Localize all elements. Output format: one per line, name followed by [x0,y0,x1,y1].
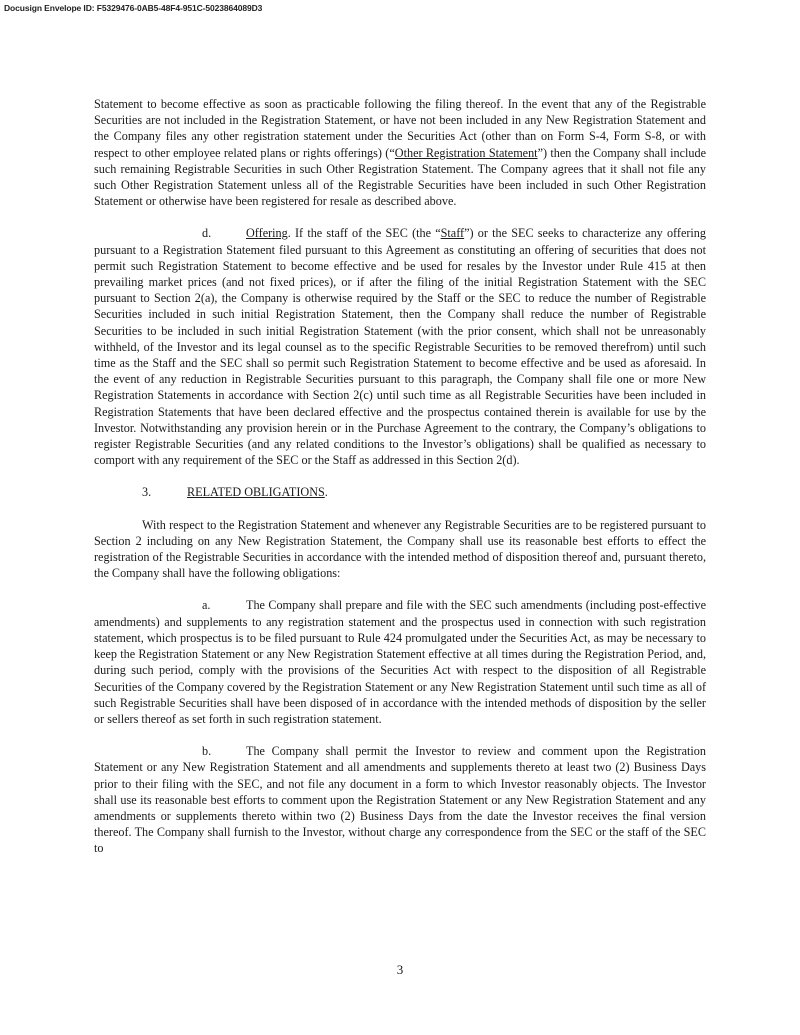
paragraph-continuation [94,96,706,209]
paragraph-letter: d. [202,226,212,241]
defined-term-other-registration-statement: Other Registration Statement [394,145,538,160]
paragraph-text: ”) then the Company shall include such remaining Registrable Securities in such Other Registration Statement. The Company agrees that it shall not file any such Other Registration Statement unless all of the Registrable Securities have been included in such Other Registration Statement or otherwise have been registered for resale as described above. [94,145,707,209]
paragraph-text: . If the staff of the SEC (the “ [287,226,441,241]
paragraph-intro: With respect to the Registration Statement and whenever any Registrable Securities are to be registered pursuant to Section 2 including on any New Registration Statement, the Company shall use its reasonable best efforts to effect the registration of the Registrable Securities in accordance with the intended method of disposition thereof and, pursuant thereto, the Company shall have the following obligations: [94,517,706,581]
paragraph-letter: a. [202,598,211,613]
section-title: RELATED OBLIGATIONS [187,485,325,500]
section-number: 3. [142,485,152,500]
paragraph-text: ”) or the SEC seeks to characterize any offering pursuant to a Registration Statement filed pursuant to this Agreement as constituting an offering of securities that does not permit such Registration Statement to become effective and be used for resales by the Investor under Rule 415 at then prevailing market prices (and not fixed prices), or if after the filing of the initial Registration Statement with the SEC pursuant to Section 2(a), the Company is otherwise required by the Staff or the SEC to reduce the number of Registrable Securities included in such initial Registration Statement, then the Company shall reduce the number of Registrable Securities to be included in such initial Registration Statement (with the prior consent, which shall not be unreasonably withheld, of the Investor and its legal counsel as to the specific Registrable Securities to be removed therefrom) until such time as the Staff and the SEC shall so permit such Registration Statement to become effective and be used as aforesaid. In the event of any reduction in Registrable Securities pursuant to this paragraph, the Company shall file one or more New Registration Statements in accordance with Section 2(c) until such time as all Registrable Securities have been included in Registration Statements that have been declared effective and the prospectus contained therein is available for use by the Investor. Notwithstanding any provision herein or in the Purchase Agreement to the contrary, the Company’s obligations to register Registrable Securities (and any related conditions to the Investor’s obligations) shall be qualified as necessary to comport with any requirement of the SEC or the Staff as addressed in this Section 2(d). [94,226,706,468]
section-title-suffix: . [324,485,328,500]
section-3-heading [94,484,706,500]
paragraph-text: Statement to become effective as soon as practicable following the filing thereof. In the event that any of the Registrable Securities are not included in the Registration Statement, or have not been included in any New Registration Statement and the Company files any other registration statement under the Securities Act (other than on Form S-4, Form S-8, or with respect to other employee related plans or rights offerings) (“ [94,97,706,160]
paragraph-d-offering [94,225,706,468]
paragraph-text: The Company shall prepare and file with the SEC such amendments (including post-effective amendments) and supplements to any registration statement and the prospectus used in connection with such registration statement, which prospectus is to be filed pursuant to Rule 424 promulgated under the Securities Act, as may be necessary to keep the Registration Statement or any New Registration Statement effective at all times during the Registration Period, and, during such period, comply with the provisions of the Securities Act with respect to the disposition of all Registrable Securities of the Company covered by the Registration Statement or any New Registration Statement until such time as all of such Registrable Securities shall have been disposed of in accordance with the intended methods of disposition by the seller or sellers thereof as set forth in such registration statement. [94,598,706,726]
paragraph-letter: b. [202,744,212,759]
docusign-envelope-id: Docusign Envelope ID: F5329476-0AB5-48F4-951C-5023864089D3 [4,3,263,13]
document-body [94,96,706,857]
paragraph-heading-offering: Offering [246,226,288,241]
defined-term-staff: Staff [440,226,465,241]
paragraph-text: The Company shall permit the Investor to review and comment upon the Registration Statement or any New Registration Statement and all amendments and supplements thereto at least two (2) Business Days prior to their filing with the SEC, and not file any document in a form to which Investor reasonably objects. The Investor shall use its reasonable best efforts to comment upon the Registration Statement or any New Registration Statement and any amendments or supplements thereto within two (2) Business Days from the date the Investor receives the final version thereof. The Company shall furnish to the Investor, without charge any correspondence from the SEC or the staff of the SEC to [94,744,706,856]
paragraph-b [94,743,706,856]
page-number: 3 [396,962,404,977]
paragraph-a [94,597,706,727]
